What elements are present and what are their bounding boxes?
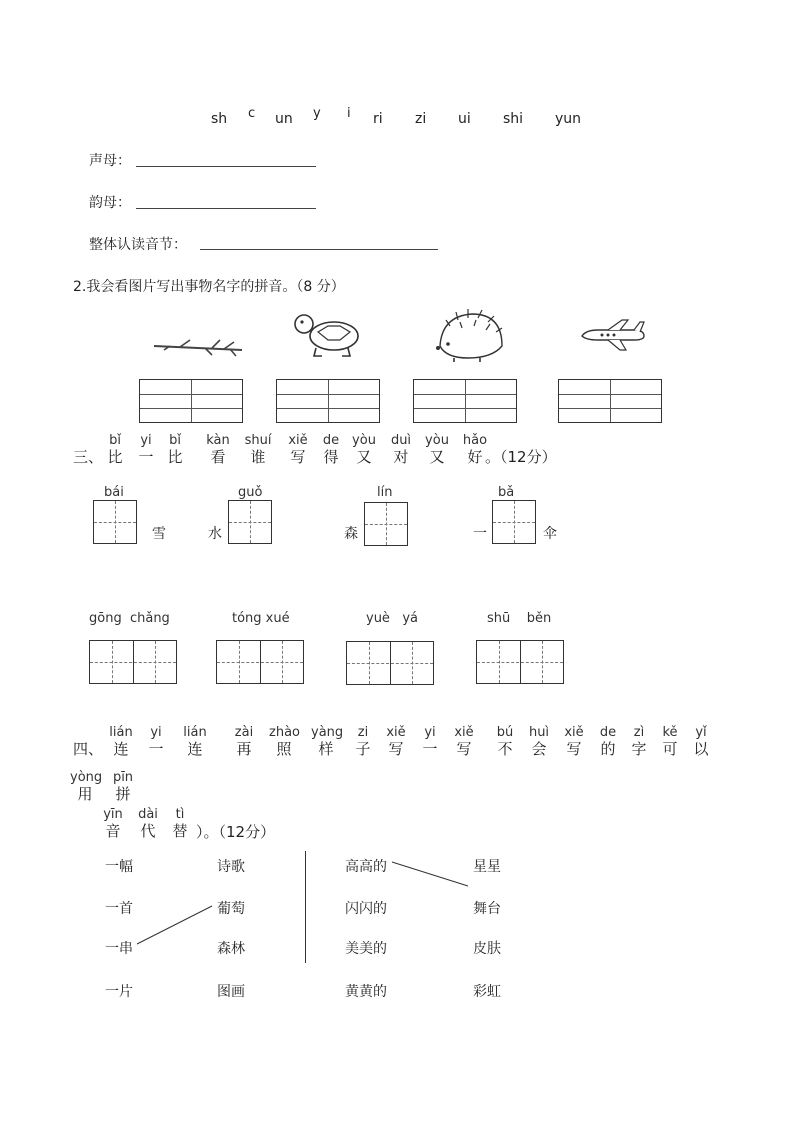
letter: shi — [503, 111, 524, 127]
match-item[interactable]: 闪闪的 — [345, 901, 387, 917]
match-item[interactable]: 一片 — [105, 984, 133, 1000]
ruby-char: kě 可 — [662, 725, 678, 758]
pinyin-label: shū běn — [487, 611, 552, 626]
match-item[interactable]: 诗歌 — [217, 859, 245, 875]
q3-score: 。（12分） — [485, 448, 557, 466]
ruby-char: lián 连 — [109, 725, 133, 758]
ruby-char: dài 代 — [138, 807, 158, 840]
letter: yun — [555, 111, 582, 127]
letter: sh — [211, 111, 228, 127]
letter: i — [347, 106, 351, 121]
ruby-char: yi 一 — [422, 725, 438, 758]
ruby-char: shuí 谁 — [244, 433, 272, 466]
letter: c — [248, 106, 256, 121]
ruby-char: duì 对 — [390, 433, 412, 466]
ruby-char: tì 替 — [172, 807, 188, 840]
match-item[interactable]: 舞台 — [473, 901, 501, 917]
match-item[interactable]: 葡萄 — [217, 901, 245, 917]
match-item[interactable]: 图画 — [217, 984, 245, 1000]
match-item[interactable]: 一串 — [105, 941, 133, 957]
ruby-char: xiě 写 — [564, 725, 584, 758]
ruby-char: kàn 看 — [206, 433, 230, 466]
ruby-char: bǐ 比 — [107, 433, 123, 466]
pinyin-label: gōng chǎng — [89, 611, 170, 626]
ruby-char: zi 子 — [355, 725, 371, 758]
ruby-char: lián 连 — [183, 725, 207, 758]
match-item[interactable]: 黄黄的 — [345, 984, 387, 1000]
shengmu-label: 声母： — [89, 153, 131, 169]
letter: ui — [458, 111, 471, 127]
ruby-char: xiě 写 — [288, 433, 308, 466]
match-item[interactable]: 皮肤 — [473, 941, 501, 957]
pinyin-label: bǎ — [498, 485, 515, 500]
word-char: 一 — [473, 526, 487, 542]
pinyin-label: tóng xué — [232, 611, 290, 626]
pinyin-label: bái — [104, 485, 124, 500]
ruby-char: hǎo 好 — [462, 433, 488, 466]
ruby-char: pīn 拼 — [112, 770, 134, 803]
letter: zi — [415, 111, 427, 127]
ruby-char: xiě 写 — [454, 725, 474, 758]
ruby-char: bú 不 — [496, 725, 514, 758]
ruby-char: de 得 — [322, 433, 340, 466]
match-item[interactable]: 森林 — [217, 941, 245, 957]
zhengti-label: 整体认读音节： — [89, 237, 187, 253]
match-item[interactable]: 美美的 — [345, 941, 387, 957]
match-item[interactable]: 高高的 — [345, 859, 387, 875]
q4-number: 四、 — [73, 740, 104, 758]
pinyin-label: lín — [377, 485, 393, 500]
word-char: 雪 — [152, 526, 166, 542]
ruby-char: yàng 样 — [311, 725, 344, 758]
ruby-char: yòu 又 — [352, 433, 376, 466]
ruby-char: yǐ 以 — [693, 725, 709, 758]
ruby-char: zhào 照 — [269, 725, 300, 758]
ruby-char: zài 再 — [234, 725, 254, 758]
word-char: 伞 — [543, 526, 557, 542]
yunmu-label: 韵母： — [89, 195, 131, 211]
pinyin-label: yuè yá — [366, 611, 418, 626]
pinyin-label: guǒ — [238, 485, 263, 500]
ruby-char: zì 字 — [631, 725, 647, 758]
q4-score: ）。（12分） — [196, 823, 276, 841]
match-item[interactable]: 彩虹 — [473, 984, 501, 1000]
letter: ri — [373, 111, 383, 127]
q3-number: 三、 — [73, 448, 104, 466]
ruby-char: yi 一 — [138, 433, 154, 466]
ruby-char: yi 一 — [148, 725, 164, 758]
word-char: 水 — [208, 526, 222, 542]
match-item[interactable]: 一幅 — [105, 859, 133, 875]
ruby-char: huì 会 — [528, 725, 550, 758]
ruby-char: yīn 音 — [103, 807, 123, 840]
ruby-char: de 的 — [599, 725, 617, 758]
letter: y — [313, 106, 321, 121]
word-char: 森 — [344, 526, 358, 542]
q2-title: 2.我会看图片写出事物名字的拼音。（8 分） — [73, 279, 345, 295]
match-item[interactable]: 一首 — [105, 901, 133, 917]
ruby-char: bǐ 比 — [167, 433, 183, 466]
ruby-char: yòu 又 — [425, 433, 449, 466]
letter: un — [275, 111, 293, 127]
ruby-char: yòng 用 — [70, 770, 103, 803]
ruby-char: xiě 写 — [386, 725, 406, 758]
match-item[interactable]: 星星 — [473, 859, 501, 875]
